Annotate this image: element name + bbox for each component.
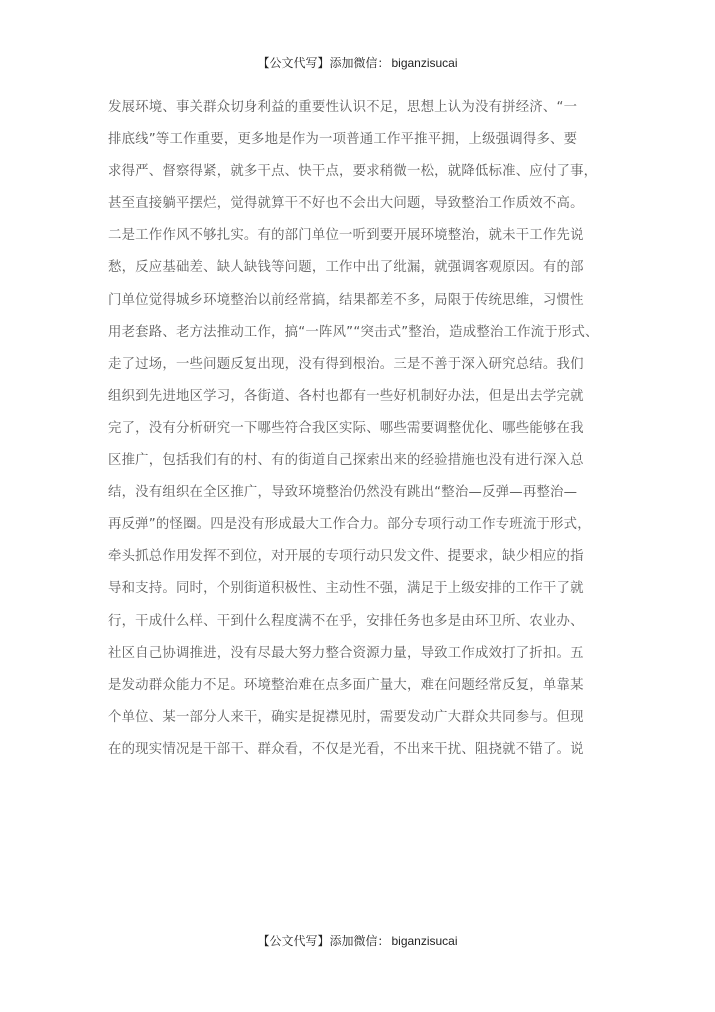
header-wechat-label: 添加微信： bbox=[329, 56, 390, 70]
body-line: 在的现实情况是干部干、群众看，不仅是光看，不出来干扰、阻挠就不错了。说 bbox=[108, 741, 584, 757]
body-line: 愁，反应基础差、缺人缺钱等问题，工作中出了纰漏，就强调客观原因。有的部 bbox=[108, 260, 584, 276]
body-line: 是发动群众能力不足。环境整治难在点多面广量大，难在问题经常反复，单靠某 bbox=[108, 677, 584, 693]
body-line: 区推广，包括我们有的村、有的街道自己探索出来的经验措施也没有进行深入总 bbox=[108, 453, 584, 469]
footer-wechat-id: biganzisucai bbox=[391, 934, 458, 948]
page-header bbox=[0, 55, 715, 71]
footer-tag: 【公文代写】 bbox=[257, 934, 330, 948]
body-line: 用老套路、老方法推动工作，搞“一阵风”“突击式”整治，造成整治工作流于形式、 bbox=[108, 324, 599, 340]
body-line: 排底线”等工作重要，更多地是作为一项普通工作平推平拥，上级强调得多、要 bbox=[108, 132, 578, 148]
body-line: 牵头抓总作用发挥不到位，对开展的专项行动只发文件、提要求，缺少相应的指 bbox=[108, 549, 584, 565]
body-line: 发展环境、事关群众切身利益的重要性认识不足，思想上认为没有拼经济、“一 bbox=[108, 100, 578, 115]
page-footer bbox=[0, 933, 715, 949]
body-line: 行，干成什么样、干到什么程度满不在乎，安排任务也多是由环卫所、农业办、 bbox=[108, 613, 584, 629]
body-line: 再反弹”的怪圈。四是没有形成最大工作合力。部分专项行动工作专班流于形式， bbox=[108, 517, 591, 533]
body-line: 门单位觉得城乡环境整治以前经常搞，结果都差不多，局限于传统思维，习惯性 bbox=[108, 292, 584, 308]
body-line: 导和支持。同时，个别街道积极性、主动性不强，满足于上级安排的工作干了就 bbox=[108, 581, 584, 597]
header-wechat-id: biganzisucai bbox=[391, 56, 458, 70]
body-line: 个单位、某一部分人来干，确实是捉襟见肘，需要发动广大群众共同参与。但现 bbox=[108, 709, 584, 725]
body-line: 组织到先进地区学习，各街道、各村也都有一些好机制好办法，但是出去学完就 bbox=[108, 388, 584, 404]
body-line: 求得严、督察得紧，就多干点、快干点，要求稍微一松，就降低标准、应付了事， bbox=[108, 164, 598, 180]
document-body bbox=[108, 92, 608, 766]
body-line: 二是工作作风不够扎实。有的部门单位一听到要开展环境整治，就未干工作先说 bbox=[108, 228, 584, 244]
body-line: 结，没有组织在全区推广，导致环境整治仍然没有跳出“整治—反弹—再整治— bbox=[108, 485, 578, 501]
header-tag: 【公文代写】 bbox=[257, 56, 330, 70]
body-line: 社区自己协调推进，没有尽最大努力整合资源力量，导致工作成效打了折扣。五 bbox=[108, 645, 584, 661]
body-line: 甚至直接躺平摆烂，觉得就算干不好也不会出大问题，导致整治工作质效不高。 bbox=[108, 196, 584, 212]
body-line: 完了，没有分析研究一下哪些符合我区实际、哪些需要调整优化、哪些能够在我 bbox=[108, 420, 584, 436]
footer-wechat-label: 添加微信： bbox=[329, 934, 390, 948]
body-line: 走了过场，一些问题反复出现，没有得到根治。三是不善于深入研究总结。我们 bbox=[108, 356, 584, 372]
